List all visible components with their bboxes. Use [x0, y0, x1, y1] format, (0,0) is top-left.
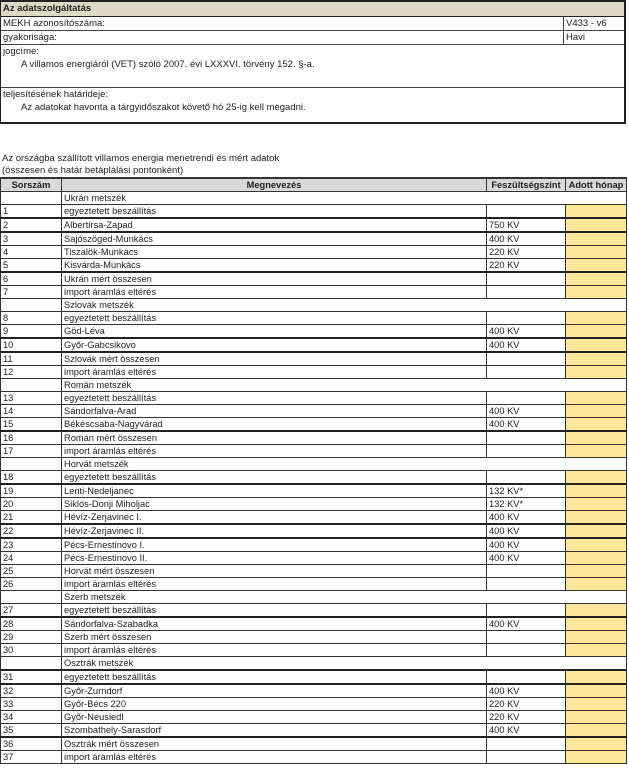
- row-voltage: 400 KV: [487, 338, 566, 352]
- table-row: [1, 286, 627, 299]
- monthly-value-input[interactable]: [566, 232, 627, 246]
- row-number: 19: [1, 484, 62, 498]
- monthly-value-input[interactable]: [566, 325, 627, 339]
- table-row: [1, 552, 627, 565]
- row-number: 13: [1, 392, 62, 405]
- row-voltage: [487, 431, 566, 445]
- table-body: [1, 192, 627, 764]
- row-voltage: [487, 312, 566, 325]
- row-name: Szerb mért összesen: [62, 631, 487, 644]
- row-number: 18: [1, 471, 62, 485]
- table-row: [1, 538, 627, 552]
- monthly-value-input[interactable]: [566, 471, 627, 485]
- row-number: 31: [1, 670, 62, 684]
- row-number: 12: [1, 366, 62, 379]
- monthly-value-input[interactable]: [566, 218, 627, 232]
- monthly-value-input[interactable]: [566, 565, 627, 578]
- info-block: [0, 0, 626, 124]
- table-row: [1, 511, 627, 525]
- section-header-row: [1, 657, 627, 671]
- row-voltage: [487, 205, 566, 219]
- caption-line-1: Az országba szállított villamos energia menetrendi és mért adatok: [2, 153, 280, 164]
- row-voltage: 132 KV*: [487, 498, 566, 511]
- row-name: Győr-Bécs 220: [62, 698, 487, 711]
- monthly-value-input[interactable]: [566, 405, 627, 418]
- row-voltage: [487, 751, 566, 764]
- row-voltage: 220 KV: [487, 246, 566, 259]
- row-number: 35: [1, 724, 62, 738]
- deadline-text: Az adatokat havonta a tárgyidőszakot követő hó 25-ig kell megadni.: [21, 102, 306, 113]
- section-num-cell: [1, 299, 62, 312]
- row-number: 11: [1, 352, 62, 366]
- frequency-label: gyakorisága:: [3, 32, 57, 43]
- row-number: 5: [1, 259, 62, 273]
- row-number: 17: [1, 445, 62, 458]
- table-row: [1, 312, 627, 325]
- deadline-label: teljesítésének határideje:: [3, 89, 109, 100]
- monthly-value-input[interactable]: [566, 631, 627, 644]
- table-row: [1, 418, 627, 432]
- row-name: import áramlás eltérés: [62, 644, 487, 657]
- row-voltage: [487, 737, 566, 751]
- section-title: Osztrák metszék: [62, 657, 627, 671]
- monthly-value-input[interactable]: [566, 431, 627, 445]
- info-title: Az adatszolgáltatás: [1, 2, 624, 17]
- section-header-row: [1, 591, 627, 604]
- row-number: 33: [1, 698, 62, 711]
- row-name: Siklós-Donji Miholjac: [62, 498, 487, 511]
- row-voltage: 400 KV: [487, 524, 566, 538]
- row-name: Lenti-Nedeljanec: [62, 484, 487, 498]
- table-row: [1, 259, 627, 273]
- table-row: [1, 524, 627, 538]
- section-header-row: [1, 379, 627, 392]
- row-number: 14: [1, 405, 62, 418]
- row-voltage: 400 KV: [487, 232, 566, 246]
- row-name: Hévíz-Zerjavinec I.: [62, 511, 487, 525]
- row-name: Ukrán mért összesen: [62, 272, 487, 286]
- table-row: [1, 737, 627, 751]
- table-row: [1, 724, 627, 738]
- row-name: Pécs-Ernestinovo I.: [62, 538, 487, 552]
- mekh-id-row: [1, 17, 624, 31]
- row-number: 16: [1, 431, 62, 445]
- table-row: [1, 392, 627, 405]
- table-row: [1, 644, 627, 657]
- monthly-value-input[interactable]: [566, 272, 627, 286]
- row-voltage: [487, 366, 566, 379]
- monthly-value-input[interactable]: [566, 737, 627, 751]
- table-row: [1, 484, 627, 498]
- section-num-cell: [1, 458, 62, 471]
- table-header-row: [1, 178, 627, 192]
- row-voltage: 132 KV*: [487, 484, 566, 498]
- row-name: import áramlás eltérés: [62, 366, 487, 379]
- header-sorszam: Sorszám: [1, 178, 62, 192]
- section-num-cell: [1, 591, 62, 604]
- row-name: Albertirsa-Zapad: [62, 218, 487, 232]
- row-name: Szombathely-Sarasdorf: [62, 724, 487, 738]
- row-name: egyeztetett beszállítás: [62, 205, 487, 219]
- table-row: [1, 617, 627, 631]
- row-number: 9: [1, 325, 62, 339]
- monthly-value-input[interactable]: [566, 617, 627, 631]
- monthly-value-input[interactable]: [566, 286, 627, 299]
- table-row: [1, 405, 627, 418]
- monthly-value-input[interactable]: [566, 724, 627, 738]
- legal-basis-block: [1, 45, 624, 88]
- monthly-value-input[interactable]: [566, 498, 627, 511]
- frequency-row: [1, 31, 624, 45]
- table-row: [1, 338, 627, 352]
- row-name: import áramlás eltérés: [62, 578, 487, 591]
- row-voltage: 400 KV: [487, 418, 566, 432]
- row-voltage: 400 KV: [487, 724, 566, 738]
- monthly-value-input[interactable]: [566, 246, 627, 259]
- legal-basis-text: A villamos energiáról (VET) szóló 2007. évi LXXXVI. törvény 152. §-a.: [21, 59, 315, 70]
- row-number: 32: [1, 684, 62, 698]
- row-voltage: [487, 604, 566, 618]
- row-number: 22: [1, 524, 62, 538]
- row-number: 6: [1, 272, 62, 286]
- header-feszultsegszint: Feszültségszint: [487, 178, 566, 192]
- table-row: [1, 366, 627, 379]
- row-voltage: [487, 631, 566, 644]
- row-name: egyeztetett beszállítás: [62, 392, 487, 405]
- row-number: 30: [1, 644, 62, 657]
- monthly-value-input[interactable]: [566, 751, 627, 764]
- row-voltage: [487, 352, 566, 366]
- section-num-cell: [1, 657, 62, 671]
- monthly-value-input[interactable]: [566, 366, 627, 379]
- frequency-value[interactable]: Havi: [563, 31, 624, 44]
- monthly-value-input[interactable]: [566, 484, 627, 498]
- row-name: egyeztetett beszállítás: [62, 471, 487, 485]
- monthly-value-input[interactable]: [566, 259, 627, 273]
- table-row: [1, 751, 627, 764]
- monthly-value-input[interactable]: [566, 670, 627, 684]
- row-voltage: [487, 578, 566, 591]
- row-number: 24: [1, 552, 62, 565]
- row-name: egyeztetett beszállítás: [62, 670, 487, 684]
- caption-line-2: (összesen és határ betáplálási pontonként): [2, 165, 184, 176]
- row-number: 21: [1, 511, 62, 525]
- legal-basis-label: jogcíme:: [3, 46, 39, 57]
- row-name: Tiszalök-Munkács: [62, 246, 487, 259]
- row-name: Békéscsaba-Nagyvárad: [62, 418, 487, 432]
- table-row: [1, 670, 627, 684]
- row-number: 26: [1, 578, 62, 591]
- monthly-value-input[interactable]: [566, 338, 627, 352]
- row-voltage: 400 KV: [487, 684, 566, 698]
- row-name: Osztrák mért összesen: [62, 737, 487, 751]
- monthly-value-input[interactable]: [566, 445, 627, 458]
- row-name: Győr-Gabcsikovo: [62, 338, 487, 352]
- row-name: Sándorfalva-Arad: [62, 405, 487, 418]
- row-voltage: 750 KV: [487, 218, 566, 232]
- row-name: Szlovák mért összesen: [62, 352, 487, 366]
- row-voltage: 400 KV: [487, 405, 566, 418]
- row-name: egyeztetett beszállítás: [62, 604, 487, 618]
- table-row: [1, 232, 627, 246]
- monthly-value-input[interactable]: [566, 352, 627, 366]
- section-title: Ukrán metszék: [62, 192, 627, 205]
- row-number: 8: [1, 312, 62, 325]
- row-voltage: [487, 644, 566, 657]
- row-name: Sándorfalva-Szabadka: [62, 617, 487, 631]
- monthly-value-input[interactable]: [566, 698, 627, 711]
- table-row: [1, 565, 627, 578]
- row-voltage: [487, 670, 566, 684]
- table-caption: [2, 153, 279, 177]
- monthly-value-input[interactable]: [566, 684, 627, 698]
- deadline-block: [1, 88, 624, 124]
- row-number: 28: [1, 617, 62, 631]
- monthly-value-input[interactable]: [566, 205, 627, 219]
- section-title: Román metszék: [62, 379, 627, 392]
- section-header-row: [1, 192, 627, 205]
- monthly-value-input[interactable]: [566, 511, 627, 525]
- row-number: 27: [1, 604, 62, 618]
- section-title: Szerb metszék: [62, 591, 627, 604]
- row-voltage: 400 KV: [487, 538, 566, 552]
- table-row: [1, 698, 627, 711]
- row-number: 15: [1, 418, 62, 432]
- row-number: 10: [1, 338, 62, 352]
- header-adott-honap: Adott hónap: [566, 178, 627, 192]
- row-voltage: [487, 286, 566, 299]
- monthly-value-input[interactable]: [566, 524, 627, 538]
- row-voltage: 400 KV: [487, 552, 566, 565]
- row-voltage: [487, 392, 566, 405]
- row-name: Román mért összesen: [62, 431, 487, 445]
- row-number: 37: [1, 751, 62, 764]
- table-row: [1, 445, 627, 458]
- section-header-row: [1, 299, 627, 312]
- table-row: [1, 352, 627, 366]
- row-name: import áramlás eltérés: [62, 445, 487, 458]
- row-voltage: 220 KV: [487, 259, 566, 273]
- row-name: Horvát mért összesen: [62, 565, 487, 578]
- row-voltage: [487, 445, 566, 458]
- table-row: [1, 325, 627, 339]
- row-name: Kisvárda-Munkács: [62, 259, 487, 273]
- row-name: egyeztetett beszállítás: [62, 312, 487, 325]
- section-header-row: [1, 458, 627, 471]
- row-number: 4: [1, 246, 62, 259]
- table-row: [1, 205, 627, 219]
- table-row: [1, 431, 627, 445]
- row-name: import áramlás eltérés: [62, 751, 487, 764]
- table-row: [1, 604, 627, 618]
- monthly-value-input[interactable]: [566, 552, 627, 565]
- table-row: [1, 684, 627, 698]
- table-row: [1, 272, 627, 286]
- header-megnevezes: Megnevezés: [62, 178, 487, 192]
- table-row: [1, 711, 627, 724]
- row-number: 34: [1, 711, 62, 724]
- row-number: 7: [1, 286, 62, 299]
- row-number: 1: [1, 205, 62, 219]
- table-row: [1, 471, 627, 485]
- table-row: [1, 631, 627, 644]
- table-row: [1, 218, 627, 232]
- energy-data-table: [0, 177, 627, 764]
- row-name: Göd-Léva: [62, 325, 487, 339]
- row-voltage: 400 KV: [487, 511, 566, 525]
- row-voltage: 220 KV: [487, 711, 566, 724]
- section-title: Horvát metszék: [62, 458, 627, 471]
- row-number: 2: [1, 218, 62, 232]
- row-number: 36: [1, 737, 62, 751]
- table-row: [1, 578, 627, 591]
- monthly-value-input[interactable]: [566, 392, 627, 405]
- mekh-id-value[interactable]: V433 - v6: [563, 17, 624, 30]
- monthly-value-input[interactable]: [566, 604, 627, 618]
- row-number: 3: [1, 232, 62, 246]
- monthly-value-input[interactable]: [566, 538, 627, 552]
- section-num-cell: [1, 379, 62, 392]
- monthly-value-input[interactable]: [566, 711, 627, 724]
- table-row: [1, 246, 627, 259]
- row-name: Pécs-Ernestinovo II.: [62, 552, 487, 565]
- row-name: Hévíz-Zerjavinec II.: [62, 524, 487, 538]
- row-voltage: 400 KV: [487, 325, 566, 339]
- row-number: 20: [1, 498, 62, 511]
- monthly-value-input[interactable]: [566, 644, 627, 657]
- row-number: 25: [1, 565, 62, 578]
- section-title: Szlovák metszék: [62, 299, 627, 312]
- table-row: [1, 498, 627, 511]
- row-voltage: [487, 471, 566, 485]
- row-number: 29: [1, 631, 62, 644]
- row-number: 23: [1, 538, 62, 552]
- row-name: Győr-Zurndorf: [62, 684, 487, 698]
- monthly-value-input[interactable]: [566, 418, 627, 432]
- row-voltage: [487, 565, 566, 578]
- row-name: Sajószöged-Munkács: [62, 232, 487, 246]
- row-voltage: [487, 272, 566, 286]
- section-num-cell: [1, 192, 62, 205]
- row-name: Győr-Neusiedl: [62, 711, 487, 724]
- monthly-value-input[interactable]: [566, 578, 627, 591]
- row-name: import áramlás eltérés: [62, 286, 487, 299]
- mekh-id-label: MEKH azonosítószáma:: [3, 18, 105, 29]
- row-voltage: 220 KV: [487, 698, 566, 711]
- monthly-value-input[interactable]: [566, 312, 627, 325]
- row-voltage: 400 KV: [487, 617, 566, 631]
